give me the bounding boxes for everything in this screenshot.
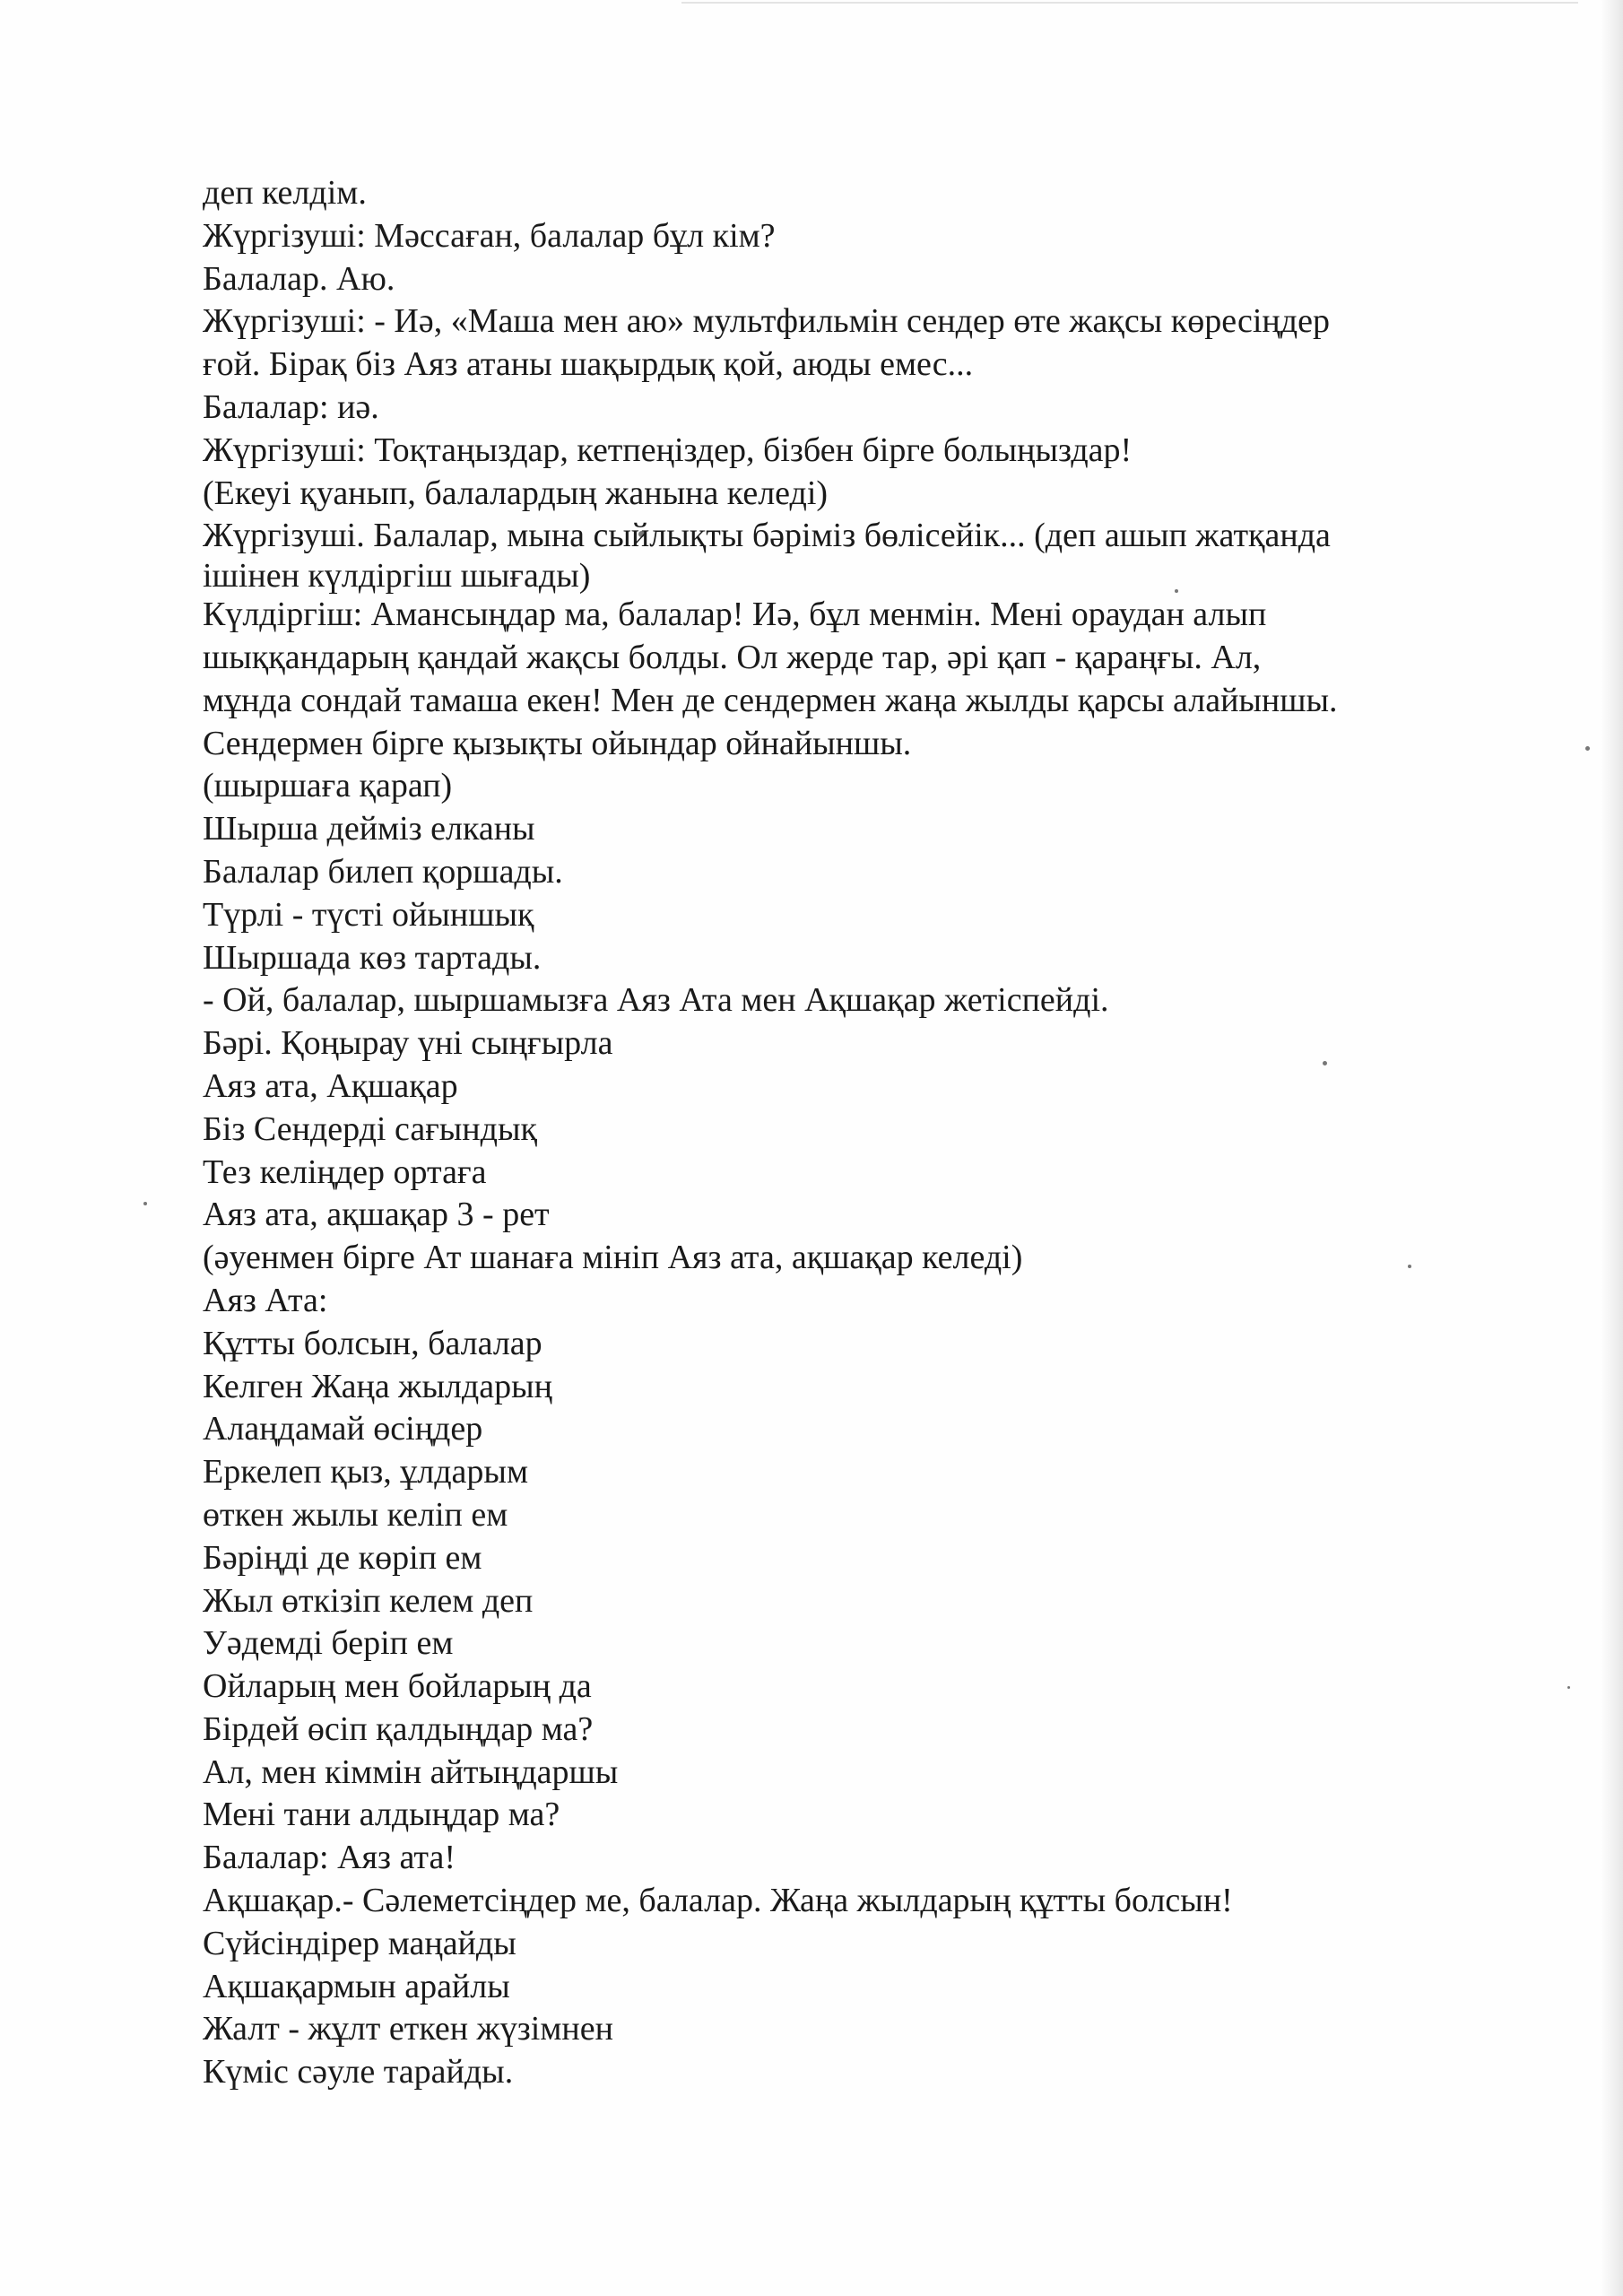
text-line: Аяз ата, ақшақар 3 - рет	[203, 1196, 550, 1234]
text-line: Алаңдамай өсіңдер	[203, 1410, 483, 1448]
text-line: Ойларың мен бойларың да	[203, 1667, 592, 1706]
text-line: Жүргізуші. Балалар, мына сыйлықты бәріміз бөлісейік... (деп ашып жатқанда	[203, 517, 1331, 555]
text-line: Балалар билеп қоршады.	[203, 852, 563, 891]
scan-speck	[1585, 746, 1590, 751]
text-line: Сүйсіндірер маңайды	[203, 1924, 516, 1962]
text-line: өткен жылы келіп ем	[203, 1495, 508, 1534]
text-line: Балалар: Аяз ата!	[203, 1839, 456, 1877]
text-line: Құтты болсын, балалар	[203, 1324, 542, 1362]
text-line: ғой. Бірақ біз Аяз атаны шақырдық қой, аюды емес...	[203, 345, 974, 384]
text-line: (шыршаға қарап)	[203, 767, 453, 805]
text-line: Ақшақармын арайлы	[203, 1967, 510, 2005]
text-line: Келген Жаңа жылдарың	[203, 1367, 553, 1405]
text-line: Жүргізуші: Мәссаған, балалар бұл кім?	[203, 216, 776, 255]
text-line: Балалар. Аю.	[203, 259, 395, 298]
text-line: Сендермен бірге қызықты ойындар ойнайыншы.	[203, 724, 912, 762]
text-line: Жалт - жұлт еткен жүзімнен	[203, 2010, 613, 2048]
document-body	[203, 172, 1548, 2094]
scan-top-edge	[681, 2, 1578, 4]
text-line: Мені тани алдыңдар ма?	[203, 1796, 560, 1834]
text-line: Бәріңді де көріп ем	[203, 1538, 482, 1577]
text-line: Аяз Ата:	[203, 1281, 328, 1319]
text-line: Жүргізуші: - Иә, «Маша мен аю» мультфильмін сендер өте жақсы көресіңдер	[203, 302, 1330, 341]
scan-right-edge	[1600, 0, 1623, 2296]
text-line: Біз Сендерді сағындық	[203, 1109, 537, 1148]
text-line: Аяз ата, Ақшақар	[203, 1066, 458, 1105]
text-line: Жүргізуші: Тоқтаңыздар, кетпеңіздер, бізбен бірге болыңыздар!	[203, 430, 1133, 469]
text-line: (Екеуі қуанып, балалардың жанына келеді)	[203, 474, 829, 512]
text-line: ішінен күлдіргіш шығады)	[203, 557, 591, 596]
text-line: Бірдей өсіп қалдыңдар ма?	[203, 1709, 594, 1748]
text-line: Күлдіргіш: Амансыңдар ма, балалар! Иә, бұл менмін. Мені ораудан алып	[203, 596, 1267, 634]
text-line: Шыршада көз тартады.	[203, 938, 542, 977]
text-line: Ал, мен кіммін айтыңдаршы	[203, 1752, 619, 1791]
text-line: шыққандарың қандай жақсы болды. Ол жерде тар, әрі қап - қараңғы. Ал,	[203, 638, 1262, 676]
text-line: Тез келіңдер ортаға	[203, 1152, 487, 1191]
text-line: мұнда сондай тамаша екен! Мен де сендермен жаңа жылды қарсы алайыншы.	[203, 681, 1338, 719]
text-line: Күміс сәуле тарайды.	[203, 2053, 514, 2092]
text-line: - Ой, балалар, шыршамызға Аяз Ата мен Ақшақар жетіспейді.	[203, 981, 1109, 1020]
text-line: Уәдемді беріп ем	[203, 1624, 454, 1663]
text-line: Балалар: иә.	[203, 387, 379, 426]
text-line: Түрлі - түсті ойыншық	[203, 895, 534, 934]
scan-speck	[143, 1202, 147, 1205]
text-line: Шырша дейміз елканы	[203, 810, 535, 848]
text-line: (әуенмен бірге Ат шанаға мініп Аяз ата, ақшақар келеді)	[203, 1239, 1023, 1277]
text-line: Еркелеп қыз, ұлдарым	[203, 1453, 529, 1492]
text-line: Ақшақар.- Сәлеметсіңдер ме, балалар. Жаңа жылдарың құтты болсын!	[203, 1882, 1233, 1920]
text-line: Жыл өткізіп келем деп	[203, 1581, 534, 1620]
text-line: Бәрі. Қоңырау үні сыңғырла	[203, 1024, 613, 1063]
text-line: деп келдім.	[203, 174, 367, 212]
scan-speck	[1567, 1686, 1570, 1689]
